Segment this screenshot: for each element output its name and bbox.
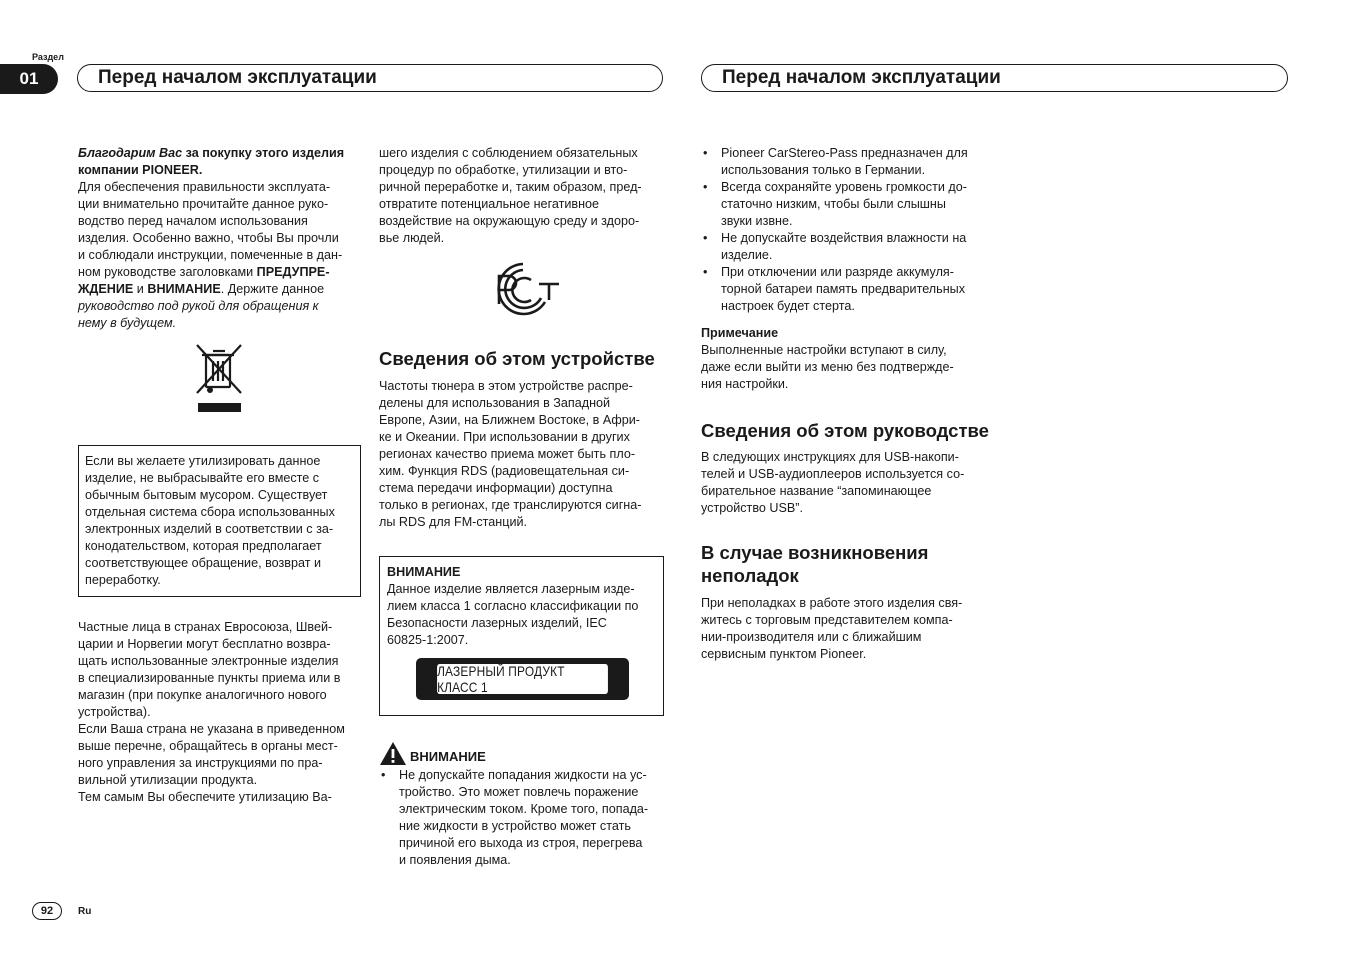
cont-line: процедур по обработке, утилизации и вто-	[379, 163, 628, 177]
manual-line: бирательное название “запоминающее	[701, 484, 932, 498]
warning-line: ние жидкости в устройство может стать	[399, 819, 631, 833]
private-line: вильной утилизации продукта.	[78, 773, 258, 787]
page-header-left: Перед началом эксплуатации	[77, 64, 663, 92]
cont-line: шего изделия с соблюдением обязательных	[379, 146, 638, 160]
bullet-line: статочно низким, чтобы были слышны	[721, 197, 946, 211]
section-label: Раздел	[32, 52, 64, 62]
device-line: регионах качество приема может быть пло-	[379, 447, 636, 461]
manual-line: В следующих инструкциях для USB-накопи-	[701, 450, 959, 464]
warning-item	[379, 767, 669, 869]
intro-block	[78, 145, 363, 332]
laser-class-text: ЛАЗЕРНЫЙ ПРОДУКТ КЛАСС 1	[437, 664, 608, 694]
private-line: щать использованные электронные изделия	[78, 654, 339, 668]
device-line: хим. Функция RDS (радиовещательная си-	[379, 464, 630, 478]
warning-line: причиной его выхода из строя, перегрева	[399, 836, 643, 850]
pct-certification-mark-icon	[483, 260, 561, 318]
bullet-item	[701, 179, 1001, 230]
section-number-tab: 01	[0, 64, 58, 94]
warning-keyword-end: ЖДЕНИЕ	[78, 282, 134, 296]
note-line: ния настройки.	[701, 377, 789, 391]
warning-triangle-icon	[379, 741, 407, 766]
cont-line: воздействие на окружающую среду и здоро-	[379, 214, 640, 228]
device-line: делены для использования в Западной	[379, 396, 611, 410]
device-line: лы RDS для FM-станций.	[379, 515, 528, 529]
manual-line: устройство USB”.	[701, 501, 803, 515]
trouble-title-line: неполадок	[701, 565, 799, 586]
warning-list	[379, 767, 669, 869]
crossed-bin-icon	[193, 343, 245, 415]
trouble-line: нии-производителя или с ближайшим	[701, 630, 922, 644]
bullet-line: При отключении или разряде аккумуля-	[721, 265, 954, 279]
intro-line-2: ции внимательно прочитайте данное руко-	[78, 197, 329, 211]
keep-text: . Держите данное	[220, 282, 325, 296]
private-line: Частные лица в странах Евросоюза, Швей-	[78, 620, 333, 634]
cont-line: ричной переработке и, таким образом, пред-	[379, 180, 642, 194]
manual-section-title: Сведения об этом руководстве	[701, 420, 989, 441]
private-persons-block	[78, 619, 368, 806]
bullet-line: изделие.	[721, 248, 773, 262]
warning-line: тройство. Это может повлечь поражение	[399, 785, 639, 799]
notes-bullet-list	[701, 145, 1001, 315]
language-code: Ru	[78, 906, 92, 917]
device-line: только в регионах, где транслируются сигна-	[379, 498, 642, 512]
disposal-line: электронных изделий в соответствии с за-	[85, 522, 334, 536]
warning-line: Не допускайте попадания жидкости на ус-	[399, 768, 647, 782]
thanks-text	[78, 145, 363, 179]
intro-line-1: Для обеспечения правильности эксплуата-	[78, 180, 331, 194]
bullet-line: использования только в Германии.	[721, 163, 926, 177]
trouble-line: житесь с торговым представителем компа-	[701, 613, 953, 627]
trouble-title-line: В случае возникновения	[701, 542, 929, 563]
bullet-item	[701, 145, 1001, 179]
device-section-title: Сведения об этом устройстве	[379, 348, 655, 369]
and-word: и	[133, 282, 148, 296]
disposal-line: Если вы желаете утилизировать данное	[85, 454, 321, 468]
private-line: Если Ваша страна не указана в приведенном	[78, 722, 345, 736]
private-line: Тем самым Вы обеспечите утилизацию Ва-	[78, 790, 332, 804]
device-line: Частоты тюнера в этом устройстве распре-	[379, 379, 633, 393]
private-line: устройства).	[78, 705, 151, 719]
manual-info-block	[701, 449, 1001, 517]
warning-line: электрическим током. Кроме того, попада-	[399, 802, 649, 816]
intro-line-6	[78, 264, 363, 281]
bullet-item	[701, 264, 1001, 315]
intro-line-4: изделия. Особенно важно, чтобы Вы прочли	[78, 231, 339, 245]
device-info-block	[379, 378, 669, 531]
device-line: Европе, Азии, на Ближнем Востоке, в Афри-	[379, 413, 640, 427]
thanks-italic: Благодарим Вас	[78, 146, 183, 160]
trouble-line: При неполадках в работе этого изделия свя-	[701, 596, 963, 610]
disposal-line: отдельная система сбора использованных	[85, 505, 335, 519]
caution-keyword: ВНИМАНИЕ	[147, 282, 221, 296]
cont-line: отвратите потенциальное негативное	[379, 197, 600, 211]
bullet-line: настроек будет стерта.	[721, 299, 855, 313]
note-block	[701, 325, 1001, 393]
intro-italic-1: руководство под рукой для обращения к	[78, 299, 319, 313]
warning-title: ВНИМАНИЕ	[410, 749, 486, 764]
bullet-item	[701, 230, 1001, 264]
disposal-line: переработку.	[85, 573, 161, 587]
bullet-line: Pioneer CarStereo-Pass предназначен для	[721, 146, 968, 160]
caution-line: лием класса 1 согласно классификации по	[387, 599, 639, 613]
note-line: даже если выйти из меню без подтвержде-	[701, 360, 954, 374]
private-line: царии и Норвегии могут бесплатно возвра-	[78, 637, 331, 651]
thanks-rest: за покупку этого изделия компании PIONEER.	[78, 146, 345, 177]
trouble-line: сервисным пунктом Pioneer.	[701, 647, 867, 661]
caution-line: 60825-1:2007.	[387, 633, 469, 647]
bullet-line: звуки извне.	[721, 214, 793, 228]
cont-line: вье людей.	[379, 231, 445, 245]
trouble-section-title	[701, 541, 1001, 587]
private-line: магазин (при покупке аналогичного нового	[78, 688, 327, 702]
caution-box-title: ВНИМАНИЕ	[387, 565, 461, 579]
continued-block	[379, 145, 669, 247]
private-line: выше перечне, обращайтесь в органы мест-	[78, 739, 338, 753]
private-line: в специализированные пункты приема или в	[78, 671, 341, 685]
intro-line-7	[78, 281, 363, 298]
trouble-info-block	[701, 595, 1001, 663]
disposal-line: изделие, не выбрасывайте его вместе с	[85, 471, 320, 485]
device-line: стема передачи информации) доступна	[379, 481, 613, 495]
caution-line: Безопасности лазерных изделий, IEC	[387, 616, 607, 630]
laser-class-label	[416, 658, 629, 700]
note-line: Выполненные настройки вступают в силу,	[701, 343, 947, 357]
intro-line-5: и соблюдали инструкции, помеченные в дан-	[78, 248, 343, 262]
disposal-line: соответствующее обращение, возврат и	[85, 556, 321, 570]
note-title: Примечание	[701, 326, 779, 340]
page-header-right: Перед началом эксплуатации	[701, 64, 1288, 92]
page-number: 92	[32, 902, 62, 920]
disposal-info-box	[78, 445, 361, 597]
caution-line: Данное изделие является лазерным изде-	[387, 582, 635, 596]
disposal-line: конодательством, которая предполагает	[85, 539, 322, 553]
disposal-line: обычным бытовым мусором. Существует	[85, 488, 328, 502]
warning-keyword: ПРЕДУПРЕ-	[256, 265, 330, 279]
intro-italic-2: нему в будущем.	[78, 316, 177, 330]
intro-line-3: водство перед началом использования	[78, 214, 308, 228]
device-line: ке и Океании. При использовании в других	[379, 430, 630, 444]
manual-line: телей и USB-аудиоплееров используется со-	[701, 467, 965, 481]
intro-line-6a: ном руководстве заголовками	[78, 265, 257, 279]
warning-line: и появления дыма.	[399, 853, 511, 867]
bullet-line: торной батареи память предварительных	[721, 282, 965, 296]
private-line: ного управления за инструкциями по пра-	[78, 756, 323, 770]
bullet-line: Не допускайте воздействия влажности на	[721, 231, 967, 245]
bullet-line: Всегда сохраняйте уровень громкости до-	[721, 180, 967, 194]
